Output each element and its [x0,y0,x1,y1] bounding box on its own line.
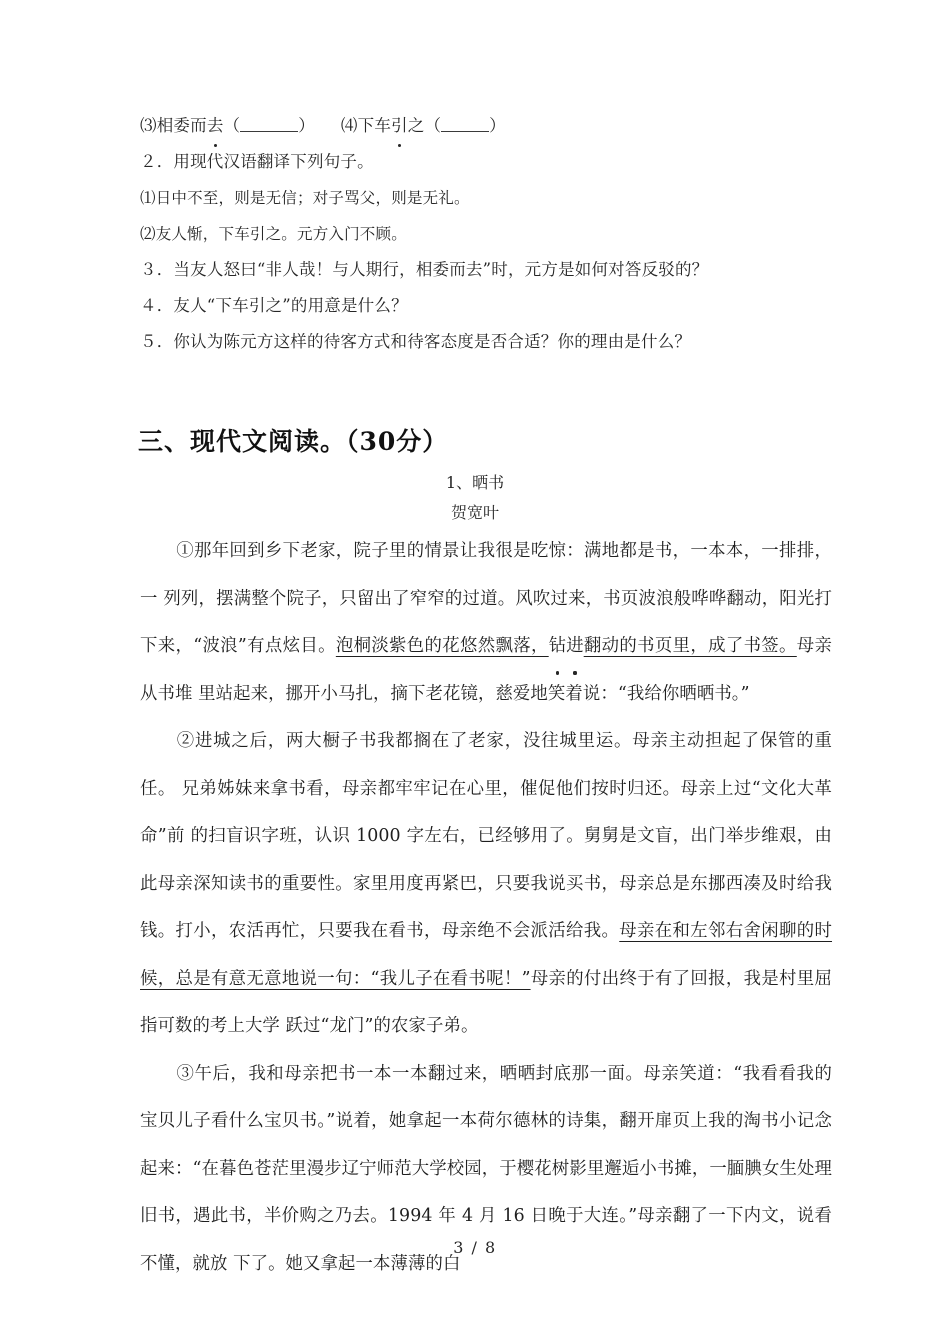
emphasis-char-2: 进 [566,623,584,671]
item-3-text: 相委而 [156,116,207,135]
emphasis-char-1: 钻 [549,623,567,671]
question-2-prompt: ２．用现代汉语翻译下列句子。 [140,152,374,171]
answer-blank-4[interactable] [441,118,489,132]
paragraph-1-segment-2: 母亲从书堆 里站起来，挪开小马扎，摘下老花镜，慈爱地笑着说：“我给你晒晒书。” [140,636,833,704]
paragraph-2-segment-1: 进城之后，两大橱子书我都搁在了老家，没往城里运。母亲主动担起了保管的重任。 兄弟姊妹来拿书看，母亲都牢牢记在心里，催促他们按时归还。母亲上过“文化大革命”前 的扫盲识字班，认识 1000 字左右，已经够用了。舅舅是文盲，出门举步维艰，由此母亲深知读书的重要性。家里用度再紧巴，只要我说买书，母亲总是东挪西凑及时给我钱。打小，农活再忙，只要我在看书，母亲绝不会派活给我。 [140,731,832,941]
question-2-sentence-1: ⑴日中不至，则是无信；对子骂父，则是无礼。 [140,189,470,207]
paragraph-1-underline-2: 翻动的书页里，成了书签。 [583,636,797,656]
item-4-text-b: 之 [407,116,425,135]
paragraph-1-dot-emphasis [549,623,584,671]
classical-questions-block [140,108,840,360]
item-3-number: ⑶ [140,116,157,135]
page-number-footer: 3 / 8 [453,1238,497,1257]
fill-in-blank-line [140,108,840,144]
answer-blank-3[interactable] [240,118,298,132]
paragraph-2-marker: ② [176,731,195,751]
article-author: 贺宽叶 [450,503,499,522]
paragraph-3-marker: ③ [176,1063,195,1084]
item-3-paren-open: （ [223,116,241,135]
paragraph-2-segment-2: 母亲的付出终于有了回报，我是村里屈指可数的考上大学 跃过“龙门”的农家子弟。 [140,968,833,1036]
paragraph-1-underline-1: 泡桐淡紫色的花悠然飘落， [335,636,549,656]
question-2-sentence-2: ⑵友人惭，下车引之。元方入门不顾。 [140,225,407,243]
item-4-paren-close: ） [489,116,506,135]
item-4-text-a: 下车 [357,116,392,135]
item-4-emphasis-char: 引 [391,108,408,144]
question-5: ５．你认为陈元方这样的待客方式和待客态度是否合适？你的理由是什么？ [140,332,692,351]
item-4-number: ⑷ [340,116,358,135]
item-3-paren-close: ） [298,116,315,135]
paragraph-1-marker: ① [176,541,194,561]
item-3-emphasis-char: 去 [207,108,224,144]
paragraph-1-segment-1: 那年回到乡下老家，院子里的情景让我很是吃惊：满地都是书，一本本，一排排，一 列列，摆满整个院子，只留出了窄窄的过道。风吹过来，书页波浪般哗哗翻动，阳光打下来，“波浪”有点炫目。 [140,541,832,656]
question-3: ３．当友人怒曰“非人哉！与人期行，相委而去”时，元方是如何对答反驳的？ [140,260,709,279]
paragraph-3-segment-1: 午后，我和母亲把书一本一本翻过来，晒晒封底那一面。母亲笑道：“我看看我的宝贝儿子看什么宝贝书。”说着，她拿起一本荷尔德林的诗集，翻开扉页上我的淘书小记念起来：“在暮色苍茫里漫步辽宁师范大学校园，于樱花树影里邂逅小书摊，一腼腆女生处理旧书，遇此书，半价购之乃去。1994 年 4 月 16 日晚于大连。”母亲翻了一下内文，说看不懂，就放 下了。她又拿起一本薄薄的白 [140,1063,832,1274]
passage-paragraph-2 [140,718,832,1051]
passage-paragraph-1 [140,528,832,718]
question-4: ４．友人“下车引之”的用意是什么？ [140,296,408,315]
section-heading-reading: 三、现代文阅读。（30分） [138,427,449,456]
article-title: 1、晒书 [445,473,505,492]
paragraph-2-underline-1: 母亲在和左邻右舍闲聊的时候，总是有意无意地说一句：“我儿子在看书呢！” [140,921,833,989]
item-4-paren-open: （ [424,116,442,135]
passage-body [140,528,832,1288]
